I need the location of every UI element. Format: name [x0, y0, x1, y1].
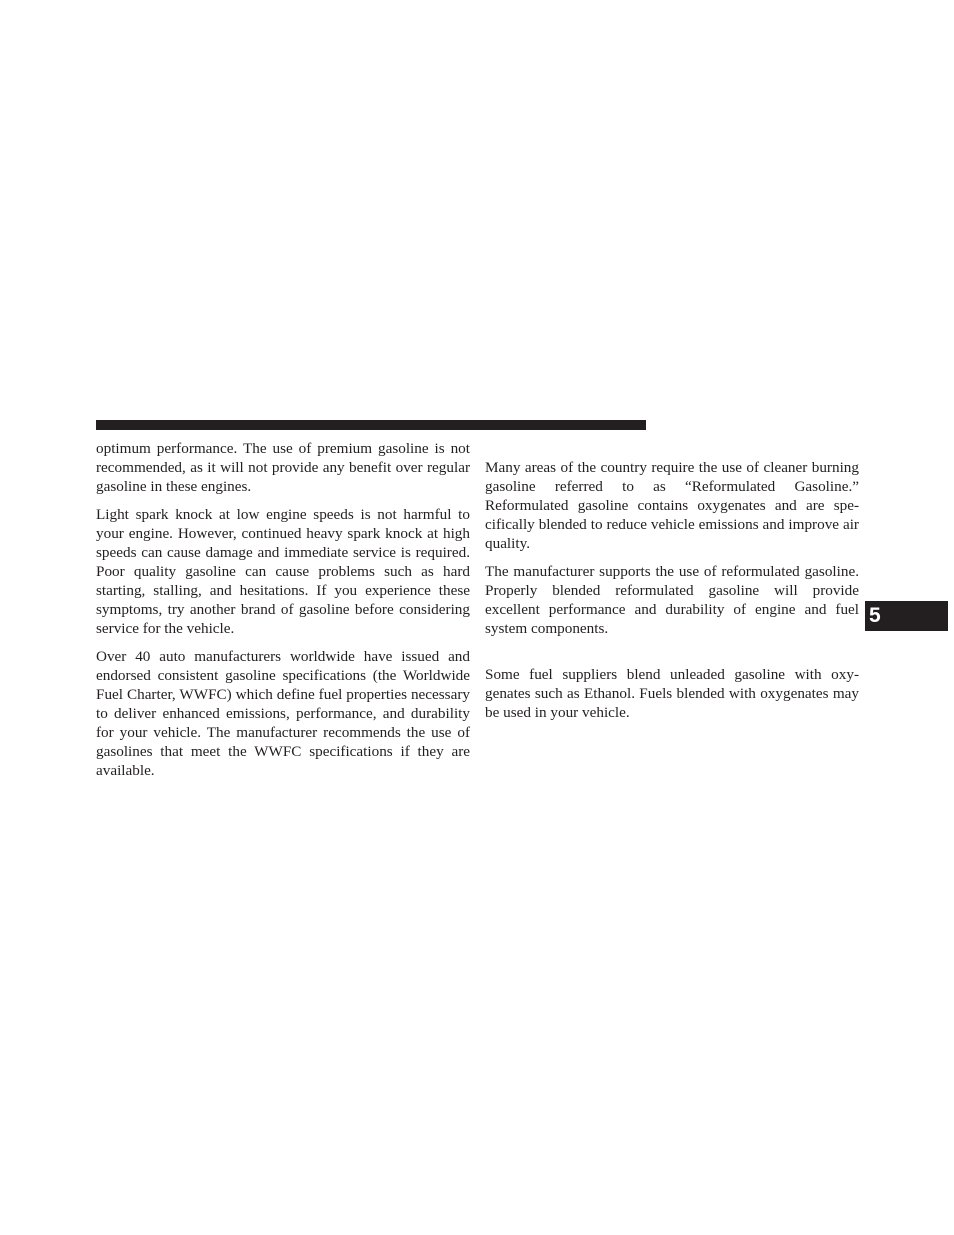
paragraph-wwfc: Over 40 auto manufacturers worldwide have issued and endorsed consistent gasoline specifications (the Worldwide Fuel Charter, WWFC) which define fuel properties necessary to deliver enhanced emissions, performance, and durability for your vehicle. The manufacturer recommends the use of gasolines that meet the WWFC specifications if they are available. [96, 648, 470, 779]
paragraph-premium-gasoline: optimum performance. The use of premium gasoline is not recommended, as it will not provide any benefit over regular gasoline in these engines. [96, 440, 470, 495]
paragraph-manufacturer-support: The manufacturer supports the use of reformulated gasoline. Properly blended reformulated gasoline will provide excellent performance and durability of engine and fuel system components. [485, 563, 859, 637]
chapter-tab: 5 [865, 601, 948, 631]
paragraph-spark-knock: Light spark knock at low engine speeds is not harmful to your engine. However, continued heavy spark knock at high speeds can cause damage and immediate service is required. Poor quality gasoline can cause problems such as hard starting, stalling, and hesitations. If you experience these symptoms, try another brand of gasoline before considering service for the vehicle. [96, 506, 470, 637]
paragraph-reformulated-gasoline: Many areas of the country require the use of cleaner burning gasoline referred to as “Reformulated Gasoline.” Reformulated gasoline contains oxygenates and are specifically blended to reduce vehicle emissions and improve air quality. [485, 459, 859, 552]
right-column [485, 458, 859, 722]
section-divider-rule [96, 420, 646, 430]
paragraph-oxygenates: Some fuel suppliers blend unleaded gasoline with oxygenates such as Ethanol. Fuels blended with oxygenates may be used in your vehicle. [485, 666, 859, 721]
left-column [96, 439, 470, 780]
